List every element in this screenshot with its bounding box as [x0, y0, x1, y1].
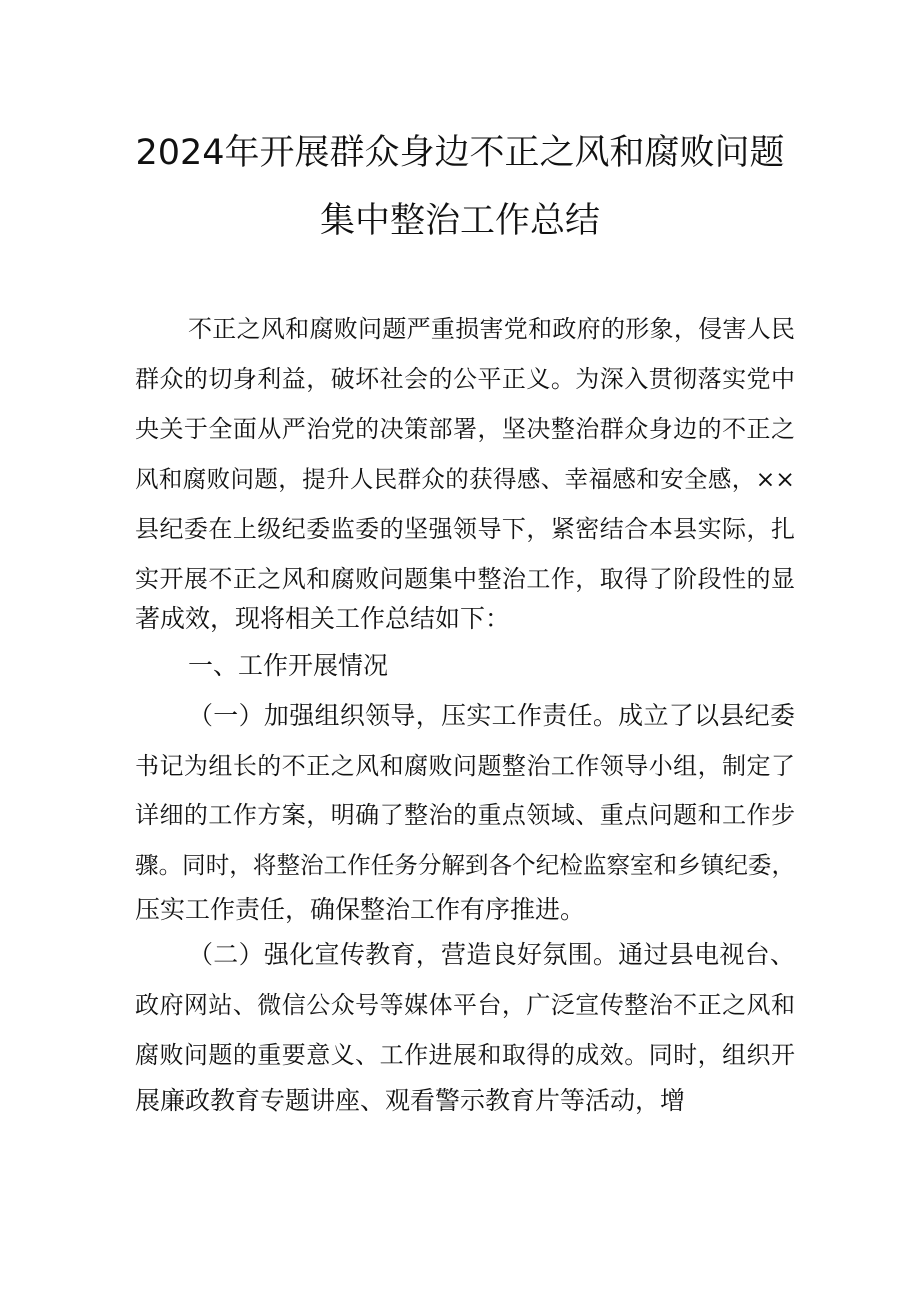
paragraph-line: 著成效，现将相关工作总结如下： [135, 604, 511, 633]
paragraph-line: 展廉政教育专题讲座、观看警示教育片等活动，增 [135, 1086, 686, 1115]
paragraph-line: 实开展不正之风和腐败问题集中整治工作，取得了阶段性的显 [135, 565, 795, 593]
paragraph-line: 详细的工作方案，明确了整治的重点领域、重点问题和工作步 [135, 801, 795, 829]
paragraph-line: 腐败问题的重要意义、工作进展和取得的成效。同时，组织开 [135, 1041, 795, 1069]
paragraph-line: 政府网站、微信公众号等媒体平台，广泛宣传整治不正之风和 [135, 991, 795, 1019]
paragraph-line: 风和腐败问题，提升人民群众的获得感、幸福感和安全感，×× [135, 465, 795, 493]
paragraph-line: 骤。同时，将整治工作任务分解到各个纪检监察室和乡镇纪委， [135, 851, 795, 879]
paragraph-line: 压实工作责任，确保整治工作有序推进。 [135, 895, 586, 924]
paragraph-line: （一）加强组织领导，压实工作责任。成立了以县纪委 [188, 701, 795, 730]
document-title-line-2: 集中整治工作总结 [319, 201, 600, 241]
section-heading: 一、工作开展情况 [188, 651, 389, 680]
paragraph-line: 不正之风和腐败问题严重损害党和政府的形象，侵害人民 [188, 315, 795, 343]
paragraph-line: 县纪委在上级纪委监委的坚强领导下，紧密结合本县实际，扎 [135, 515, 795, 543]
paragraph-line: 央关于全面从严治党的决策部署，坚决整治群众身边的不正之 [135, 415, 795, 443]
document-title-line-1: 2024年开展群众身边不正之风和腐败问题 [135, 133, 785, 173]
paragraph-line: 群众的切身利益，破坏社会的公平正义。为深入贯彻落实党中 [135, 365, 795, 393]
paragraph-line: 书记为组长的不正之风和腐败问题整治工作领导小组，制定了 [135, 752, 795, 780]
paragraph-line: （二）强化宣传教育，营造良好氛围。通过县电视台、 [188, 940, 795, 969]
